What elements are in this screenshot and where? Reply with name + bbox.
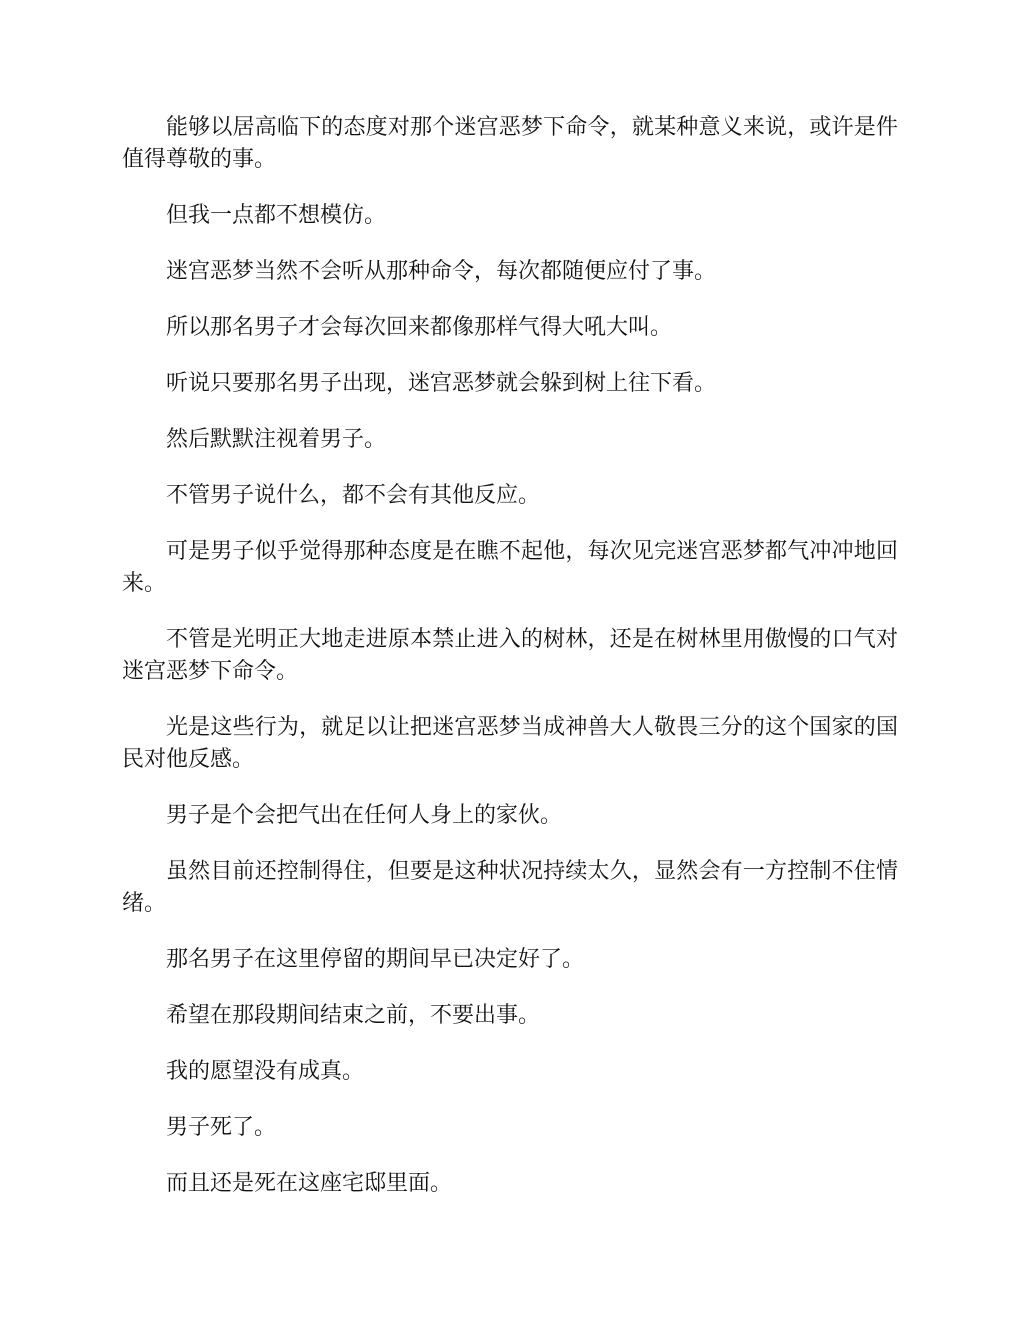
paragraph: 迷宫恶梦当然不会听从那种命令，每次都随便应付了事。 xyxy=(166,259,717,284)
paragraph: 男子死了。 xyxy=(166,1115,277,1140)
paragraph: 但我一点都不想模仿。 xyxy=(166,203,387,228)
paragraph: 能够以居高临下的态度对那个迷宫恶梦下命令，就某种意义来说，或许是件值得尊敬的事。 xyxy=(122,115,898,172)
paragraph: 男子是个会把气出在任何人身上的家伙。 xyxy=(166,803,563,828)
paragraph: 所以那名男子才会每次回来都像那样气得大吼大叫。 xyxy=(166,315,673,340)
paragraph: 而且还是死在这座宅邸里面。 xyxy=(166,1171,453,1196)
paragraph: 听说只要那名男子出现，迷宫恶梦就会躲到树上往下看。 xyxy=(166,371,717,396)
paragraph: 不管是光明正大地走进原本禁止进入的树林，还是在树林里用傲慢的口气对迷宫恶梦下命令。 xyxy=(122,627,898,684)
paragraph: 可是男子似乎觉得那种态度是在瞧不起他，每次见完迷宫恶梦都气冲冲地回来。 xyxy=(122,539,898,596)
document-page xyxy=(122,112,898,1224)
paragraph: 不管男子说什么，都不会有其他反应。 xyxy=(166,483,541,508)
paragraph: 光是这些行为，就足以让把迷宫恶梦当成神兽大人敬畏三分的这个国家的国民对他反感。 xyxy=(122,715,898,772)
paragraph: 那名男子在这里停留的期间早已决定好了。 xyxy=(166,947,585,972)
paragraph: 我的愿望没有成真。 xyxy=(166,1059,365,1084)
paragraph: 希望在那段期间结束之前，不要出事。 xyxy=(166,1003,541,1028)
paragraph: 然后默默注视着男子。 xyxy=(166,427,387,452)
paragraph: 虽然目前还控制得住，但要是这种状况持续太久，显然会有一方控制不住情绪。 xyxy=(122,859,898,916)
